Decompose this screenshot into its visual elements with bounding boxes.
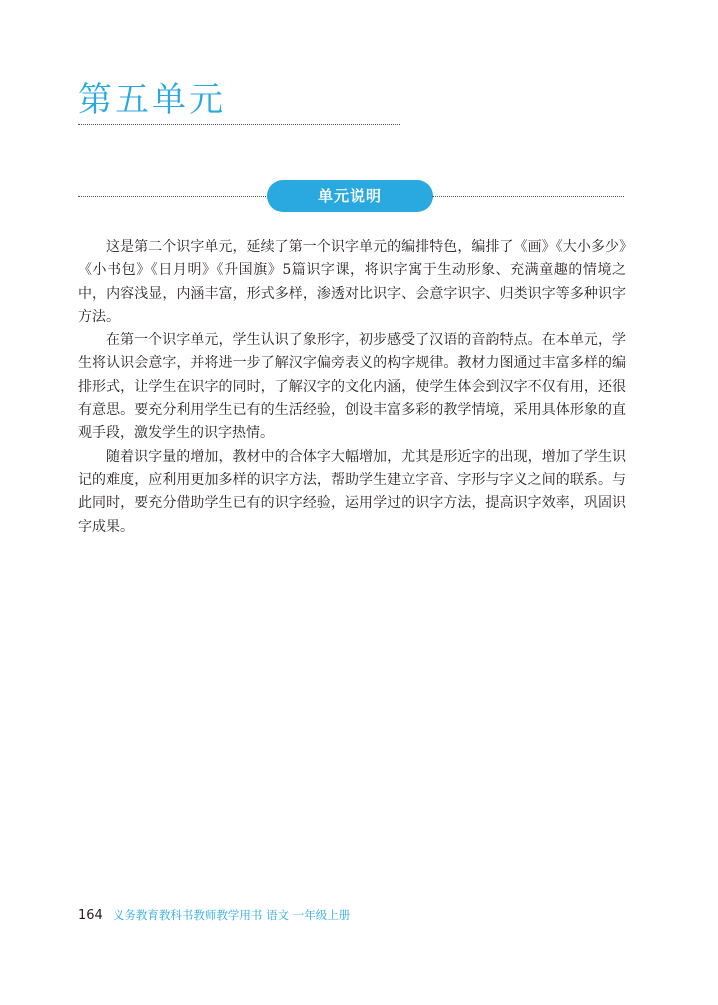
unit-description (78, 236, 626, 539)
page-number: 164 (78, 908, 103, 923)
book-title: 义务教育教科书教师教学用书 语文 一年级上册 (112, 908, 351, 922)
paragraph: 随着识字量的增加，教材中的合体字大幅增加，尤其是形近字的出现，增加了学生识记的难度，应利用更加多样的识字方法，帮助学生建立字音、字形与字义之间的联系。与此同时，要充分借助学生已有的识字经验，运用学过的识字方法，提高识字效率，巩固识字成果。 (78, 448, 626, 535)
page-footer (78, 904, 350, 926)
section-divider-right (432, 196, 624, 197)
unit-title: 第五单元 (78, 80, 226, 120)
section-divider-left (78, 196, 268, 197)
section-label: 单元说明 (267, 180, 433, 212)
paragraph: 这是第二个识字单元，延续了第一个识字单元的编排特色，编排了《画》《大小多少》《小书包》《日月明》《升国旗》5篇识字课，将识字寓于生动形象、充满童趣的情境之中，内容浅显，内涵丰富，形式多样，渗透对比识字、会意字识字、归类识字等多种识字方法。 (78, 239, 626, 325)
title-divider (78, 124, 400, 125)
paragraph: 在第一个识字单元，学生认识了象形字，初步感受了汉语的音韵特点。在本单元，学生将认识会意字，并将进一步了解汉字偏旁表义的构字规律。教材力图通过丰富多样的编排形式，让学生在识字的同时，了解汉字的文化内涵，使学生体会到汉字不仅有用，还很有意思。要充分利用学生已有的生活经验，创设丰富多彩的教学情境，采用具体形象的直观手段，激发学生的识字热情。 (78, 332, 626, 442)
